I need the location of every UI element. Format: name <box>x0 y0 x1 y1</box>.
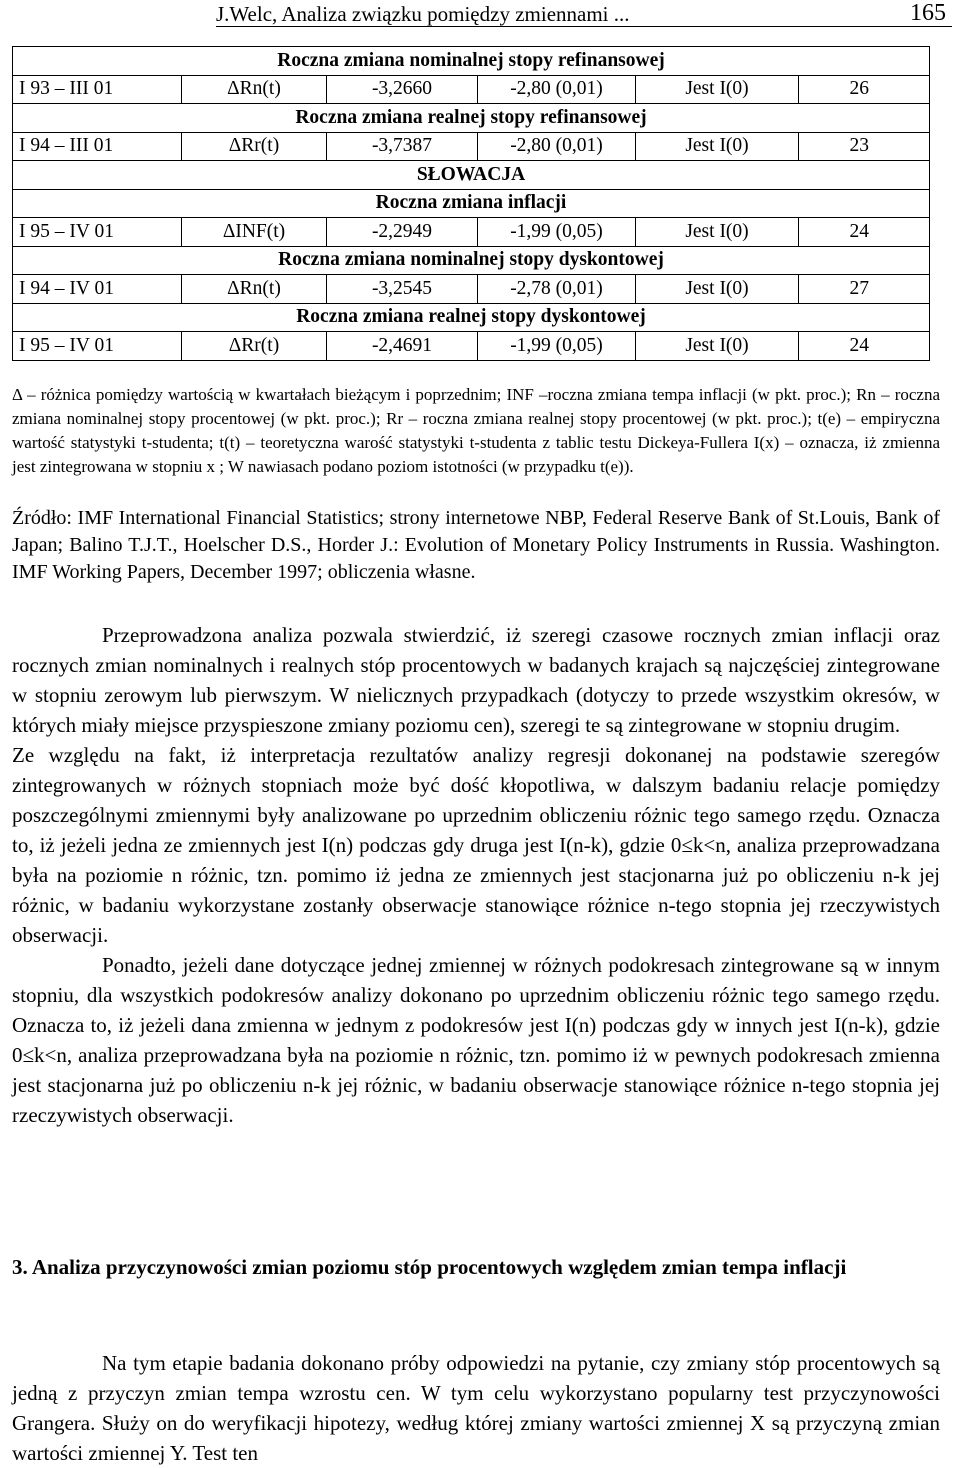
section-body-text <box>12 1348 940 1468</box>
page-number: 165 <box>910 0 946 26</box>
section-heading: 3. Analiza przyczynowości zmian poziomu stóp procentowych względem zmian tempa inflacji <box>12 1255 847 1279</box>
table-section-title: Roczna zmiana nominalnej stopy dyskontowej <box>13 246 930 275</box>
table-cell-n: 26 <box>799 75 930 104</box>
table-cell-period: I 95 – IV 01 <box>13 332 182 361</box>
table-cell-n: 27 <box>799 275 930 304</box>
table-section-title: Roczna zmiana inflacji <box>13 189 930 218</box>
table-section-title: Roczna zmiana realnej stopy refinansowej <box>13 104 930 133</box>
table-cell-variable: ΔRn(t) <box>182 75 327 104</box>
table-cell-period: I 94 – IV 01 <box>13 275 182 304</box>
table-section-title: Roczna zmiana realnej stopy dyskontowej <box>13 303 930 332</box>
table-cell-integration: Jest I(0) <box>636 218 799 247</box>
table-source: Źródło: IMF International Financial Statistics; strony internetowe NBP, Federal Reserve Bank of St.Louis, Bank of Japan; Balino T.J.T., Hoelscher D.S., Horder J.: Evolution of Monetary Policy Instruments in Russia. Washington. IMF Working Papers, December 1997; obliczenia własne. <box>12 507 940 583</box>
page-header <box>0 0 960 26</box>
table-cell-tt: -2,80 (0,01) <box>478 75 636 104</box>
table-cell-variable: ΔRr(t) <box>182 132 327 161</box>
table-cell-period: I 94 – III 01 <box>13 132 182 161</box>
table-section-title-row <box>13 104 930 133</box>
table-cell-tt: -1,99 (0,05) <box>478 218 636 247</box>
paragraph: Ponadto, jeżeli dane dotyczące jednej zmiennej w różnych podokresach zintegrowane są w innym stopniu, dla wszystkich podokresów analizy dokonano po uprzednim obliczeniu różnic tego samego rzędu. Oznacza to, iż jeżeli dana zmienna w jednym z podokresów jest I(n) podczas gdy w innych jest I(n-k), gdzie 0≤k<n, analiza przeprowadzana była na poziomie n różnic, tzn. pomimo iż w pewnych podokresach zmienna jest stacjonarna już po obliczeniu n-k jej różnic, w badaniu obserwacje stanowiące różnice n-tego stopnia jej rzeczywistych obserwacji. <box>12 953 940 1127</box>
running-title: J.Welc, Analiza związku pomiędzy zmiennami ... <box>216 2 630 26</box>
table-legend: Δ – różnica pomiędzy wartością w kwartałach bieżącym i poprzednim; INF –roczna zmiana tempa inflacji (w pkt. proc.); Rn – roczna zmiana nominalnej stopy procentowej (w pkt. proc.); Rr – roczna zmiana realnej stopy procentowej (w pkt. proc.); t(e) – empiryczna wartość statystyki t-studenta; t(t) – teoretyczna warość statystyki t-studenta z tablic testu Dickeya-Fullera I(x) – oznacza, iż zmienna jest zintegrowana w stopniu x ; W nawiasach podano poziom istotności (w przypadku t(e)). <box>12 385 940 476</box>
table-row <box>13 132 930 161</box>
table-notes <box>12 383 940 479</box>
paragraph: Ze względu na fakt, iż interpretacja rezultatów analizy regresji dokonanej na podstawie szeregów zintegrowanych w różnych stopniach może być dość kłopotliwa, w dalszym badaniu relacje pomiędzy poszczególnymi zmiennymi były analizowane po uprzednim obliczeniu różnic tego samego rzędu. Oznacza to, iż jeżeli jedna ze zmiennych jest I(n) podczas gdy druga jest I(n-k), gdzie 0≤k<n, analiza przeprowadzana była na poziomie n różnic, tzn. pomimo iż jedna ze zmiennych jest stacjonarna już po obliczeniu n-k jej różnic, w badaniu wykorzystane zostanły obserwacje stanowiące różnice n-tego stopnia jej rzeczywistych obserwacji. <box>12 743 940 947</box>
table-row <box>13 75 930 104</box>
table-cell-tt: -1,99 (0,05) <box>478 332 636 361</box>
table-cell-te: -3,2660 <box>327 75 478 104</box>
table-cell-n: 24 <box>799 218 930 247</box>
paragraph: Na tym etapie badania dokonano próby odpowiedzi na pytanie, czy zmiany stóp procentowych są jedną z przyczyn zmian tempa wzrostu cen. W tym celu wykorzystano popularny test przyczynowości Grangera. Służy on do weryfikacji hipotezy, według której zmiany wartości zmiennej X są przyczyną zmian wartości zmiennej Y. Test ten <box>12 1351 940 1465</box>
table-country-heading: SŁOWACJA <box>13 161 930 190</box>
table-cell-period: I 93 – III 01 <box>13 75 182 104</box>
header-rule <box>216 26 952 27</box>
table-cell-tt: -2,80 (0,01) <box>478 132 636 161</box>
table-section-title: Roczna zmiana nominalnej stopy refinansowej <box>13 47 930 76</box>
table-cell-n: 23 <box>799 132 930 161</box>
table-cell-period: I 95 – IV 01 <box>13 218 182 247</box>
table-cell-integration: Jest I(0) <box>636 132 799 161</box>
table-country-row <box>13 161 930 190</box>
table-cell-tt: -2,78 (0,01) <box>478 275 636 304</box>
table-cell-integration: Jest I(0) <box>636 75 799 104</box>
table-cell-te: -3,2545 <box>327 275 478 304</box>
body-text <box>12 620 940 1130</box>
table-row <box>13 275 930 304</box>
paragraph: Przeprowadzona analiza pozwala stwierdzić, iż szeregi czasowe rocznych zmian inflacji oraz rocznych zmian nominalnych i realnych stóp procentowych w badanych krajach są najczęściej zintegrowane w stopniu zerowym lub pierwszym. W nielicznych przypadkach (dotyczy to przede wszystkim okresów, w których miały miejsce przyspieszone zmiany poziomu cen), szeregi te są zintegrowane w stopniu drugim. <box>12 623 940 737</box>
table-row <box>13 332 930 361</box>
unit-root-table <box>12 46 930 361</box>
table-cell-te: -3,7387 <box>327 132 478 161</box>
table-cell-te: -2,4691 <box>327 332 478 361</box>
table-cell-variable: ΔRr(t) <box>182 332 327 361</box>
table-section-title-row <box>13 189 930 218</box>
table-section-title-row <box>13 303 930 332</box>
table-cell-variable: ΔINF(t) <box>182 218 327 247</box>
table-cell-te: -2,2949 <box>327 218 478 247</box>
table-section-title-row <box>13 246 930 275</box>
table-section-title-row <box>13 47 930 76</box>
table-cell-variable: ΔRn(t) <box>182 275 327 304</box>
table-row <box>13 218 930 247</box>
table-cell-integration: Jest I(0) <box>636 275 799 304</box>
table-cell-integration: Jest I(0) <box>636 332 799 361</box>
table-cell-n: 24 <box>799 332 930 361</box>
